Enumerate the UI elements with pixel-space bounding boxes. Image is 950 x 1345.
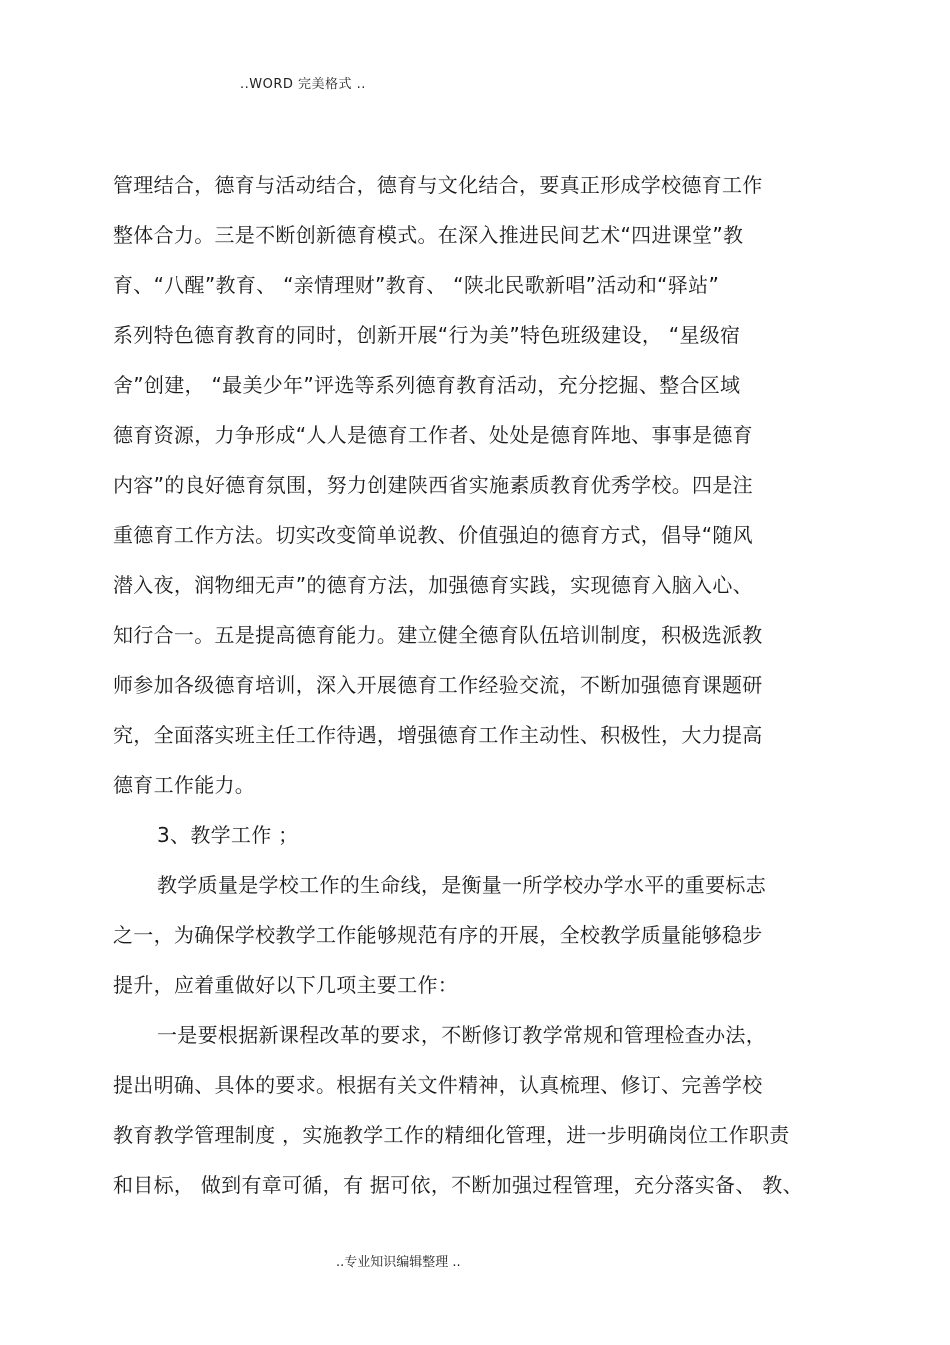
paragraph-line: 内容”的良好德育氛围，努力创建陕西省实施素质教育优秀学校。四是注 (113, 473, 753, 497)
paragraph-line: 教学质量是学校工作的生命线，是衡量一所学校办学水平的重要标志 (157, 873, 766, 897)
paragraph-line: 和目标， 做到有章可循，有 据可依，不断加强过程管理，充分落实备、 教、 (113, 1173, 803, 1197)
paragraph-line: 育、“八醒”教育、 “亲情理财”教育、 “陕北民歌新唱”活动和“驿站” (113, 273, 720, 297)
paragraph-line: 系列特色德育教育的同时，创新开展“行为美”特色班级建设， “星级宿 (113, 323, 741, 347)
page-header: ..WORD 完美格式 .. (240, 77, 366, 92)
page-footer: ..专业知识编辑整理 .. (336, 1255, 461, 1270)
paragraph-line: 提出明确、具体的要求。根据有关文件精神，认真梳理、修订、完善学校 (113, 1073, 763, 1097)
paragraph-line: 潜入夜，润物细无声”的德育方法，加强德育实践，实现德育入脑入心、 (113, 573, 753, 597)
paragraph-line: 提升，应着重做好以下几项主要工作： (113, 973, 459, 997)
paragraph-line: 教育教学管理制度 ，实施教学工作的精细化管理，进一步明确岗位工作职责 (113, 1123, 790, 1147)
paragraph-line: 知行合一。五是提高德育能力。建立健全德育队伍培训制度，积极选派教 (113, 623, 763, 647)
paragraph-line: 整体合力。三是不断创新德育模式。在深入推进民间艺术“四进课堂”教 (113, 223, 744, 247)
paragraph-line: 管理结合，德育与活动结合，德育与文化结合，要真正形成学校德育工作 (113, 173, 763, 197)
document-body (113, 170, 853, 1220)
paragraph-line: 究，全面落实班主任工作待遇，增强德育工作主动性、积极性，大力提高 (113, 723, 763, 747)
section-heading: 3、教学工作 ； (157, 823, 299, 847)
paragraph-line: 之一，为确保学校教学工作能够规范有序的开展，全校教学质量能够稳步 (113, 923, 763, 947)
paragraph-line: 重德育工作方法。切实改变简单说教、价值强迫的德育方式，倡导“随风 (113, 523, 753, 547)
paragraph-line: 一是要根据新课程改革的要求，不断修订教学常规和管理检查办法， (157, 1023, 766, 1047)
paragraph-line: 师参加各级德育培训，深入开展德育工作经验交流，不断加强德育课题研 (113, 673, 763, 697)
paragraph-line: 德育资源，力争形成“人人是德育工作者、处处是德育阵地、事事是德育 (113, 423, 753, 447)
paragraph-line: 舍”创建， “最美少年”评选等系列德育教育活动，充分挖掘、整合区域 (113, 373, 741, 397)
paragraph-line: 德育工作能力。 (113, 773, 256, 797)
